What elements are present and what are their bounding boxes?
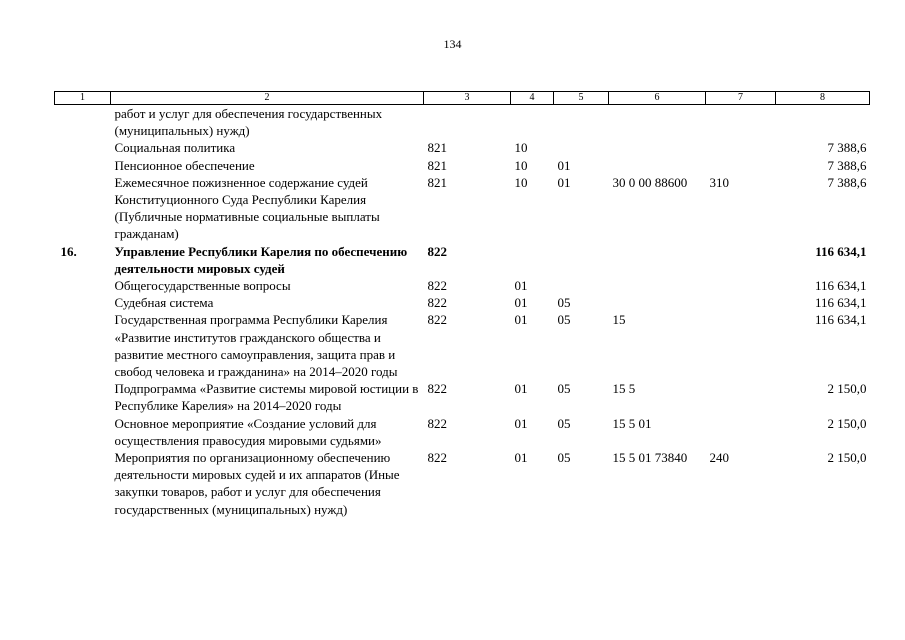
subsection-code: 05 <box>557 381 571 397</box>
target-article-code: 30 0 00 88600 <box>612 174 688 190</box>
subsection-code: 01 <box>557 174 571 190</box>
amount: 116 634,1 <box>814 295 867 311</box>
subsection-code <box>554 243 609 277</box>
section-code: 01 <box>514 295 528 311</box>
row-number <box>55 105 111 140</box>
ministry-code: 822 <box>427 243 447 259</box>
expense-type-code: 240 <box>709 450 729 466</box>
budget-table <box>54 91 870 518</box>
target-article-code <box>609 139 706 156</box>
target-article-code <box>609 277 706 294</box>
table-row <box>55 277 870 294</box>
target-article-code: 15 5 01 <box>612 415 652 431</box>
section-code: 01 <box>514 312 528 328</box>
amount: 7 388,6 <box>827 140 867 156</box>
column-header: 4 <box>511 92 554 105</box>
section-code: 01 <box>514 415 528 431</box>
row-number <box>55 277 111 294</box>
ministry-code: 822 <box>427 415 447 431</box>
row-number <box>55 415 111 449</box>
item-name: Подпрограмма «Развитие системы мировой юстиции в Республике Карелия» на 2014–2020 годы <box>114 381 419 414</box>
section-code <box>511 243 554 277</box>
item-name: Пенсионное обеспечение <box>114 157 255 173</box>
item-name: Основное мероприятие «Создание условий для осуществления правосудия мировыми судьями» <box>114 415 382 448</box>
target-article-code <box>609 243 706 277</box>
expense-type-code <box>706 415 776 449</box>
column-header: 1 <box>55 92 111 105</box>
target-article-code: 15 5 01 73840 <box>612 450 688 466</box>
expense-type-code <box>706 105 776 140</box>
column-header: 5 <box>554 92 609 105</box>
table-body <box>55 92 870 518</box>
amount: 116 634,1 <box>814 312 867 328</box>
row-number: 16. <box>60 243 77 259</box>
expense-type-code <box>706 277 776 294</box>
page-number: 134 <box>443 37 462 51</box>
ministry-code: 821 <box>427 157 447 173</box>
row-number <box>55 139 111 156</box>
amount: 2 150,0 <box>827 381 867 397</box>
amount: 116 634,1 <box>814 278 867 294</box>
table-row <box>55 380 870 414</box>
expense-type-code <box>706 157 776 174</box>
expense-type-code: 310 <box>709 174 729 190</box>
row-number <box>55 174 111 243</box>
ministry-code: 822 <box>427 312 447 328</box>
expense-type-code <box>706 294 776 311</box>
ministry-code <box>424 105 511 140</box>
item-name: работ и услуг для обеспечения государственных (муниципальных) нужд) <box>114 106 383 139</box>
expense-type-code <box>706 243 776 277</box>
column-header: 3 <box>424 92 511 105</box>
section-code <box>511 105 554 140</box>
table-row <box>55 311 870 380</box>
item-name: Ежемесячное пожизненное содержание судей Конституционного Суда Республики Карелия (Публичные нормативные социальные выплаты гражданам) <box>114 174 380 242</box>
target-article-code: 15 <box>612 312 626 328</box>
target-article-code <box>609 105 706 140</box>
table-row <box>55 449 870 518</box>
amount: 116 634,1 <box>815 243 867 259</box>
expense-type-code <box>706 311 776 380</box>
table-row <box>55 157 870 174</box>
subsection-code: 05 <box>557 312 571 328</box>
table-row <box>55 105 870 140</box>
row-number <box>55 294 111 311</box>
subsection-code <box>554 105 609 140</box>
item-name: Судебная система <box>114 295 214 311</box>
ministry-code: 822 <box>427 278 447 294</box>
item-name: Социальная политика <box>114 140 236 156</box>
table-row <box>55 139 870 156</box>
item-name: Общегосударственные вопросы <box>114 278 291 294</box>
target-article-code <box>609 157 706 174</box>
row-number <box>55 311 111 380</box>
target-article-code: 15 5 <box>612 381 636 397</box>
table-row <box>55 294 870 311</box>
subsection-code: 05 <box>557 415 571 431</box>
ministry-code: 821 <box>427 140 447 156</box>
amount: 7 388,6 <box>827 157 867 173</box>
row-number <box>55 380 111 414</box>
column-header: 2 <box>111 92 424 105</box>
column-header: 6 <box>609 92 706 105</box>
column-header-row <box>55 92 870 105</box>
section-code: 10 <box>514 140 528 156</box>
amount <box>776 105 870 140</box>
table-row <box>55 415 870 449</box>
target-article-code <box>609 294 706 311</box>
amount: 2 150,0 <box>827 415 867 431</box>
section-code: 10 <box>514 157 528 173</box>
column-header: 8 <box>776 92 870 105</box>
section-code: 01 <box>514 278 528 294</box>
ministry-code: 821 <box>427 174 447 190</box>
item-name: Управление Республики Карелия по обеспечению деятельности мировых судей <box>114 243 408 276</box>
section-code: 10 <box>514 174 528 190</box>
subsection-code: 05 <box>557 450 571 466</box>
table-row <box>55 174 870 243</box>
table-row <box>55 243 870 277</box>
ministry-code: 822 <box>427 295 447 311</box>
amount: 2 150,0 <box>827 450 867 466</box>
row-number <box>55 157 111 174</box>
expense-type-code <box>706 380 776 414</box>
subsection-code <box>554 277 609 294</box>
section-code: 01 <box>514 381 528 397</box>
subsection-code: 05 <box>557 295 571 311</box>
subsection-code: 01 <box>557 157 571 173</box>
column-header: 7 <box>706 92 776 105</box>
row-number <box>55 449 111 518</box>
ministry-code: 822 <box>427 450 447 466</box>
expense-type-code <box>706 139 776 156</box>
item-name: Мероприятия по организационному обеспечению деятельности мировых судей и их аппаратов (Иные закупки товаров, работ и услуг для обеспечения государственных (муниципальных) нужд) <box>114 450 400 517</box>
item-name: Государственная программа Республики Карелия «Развитие институтов гражданского общества и развитие местного самоуправления, защита прав и свобод человека и гражданина» на 2014–2020 годы <box>114 312 398 380</box>
amount: 7 388,6 <box>827 174 867 190</box>
subsection-code <box>554 139 609 156</box>
ministry-code: 822 <box>427 381 447 397</box>
section-code: 01 <box>514 450 528 466</box>
